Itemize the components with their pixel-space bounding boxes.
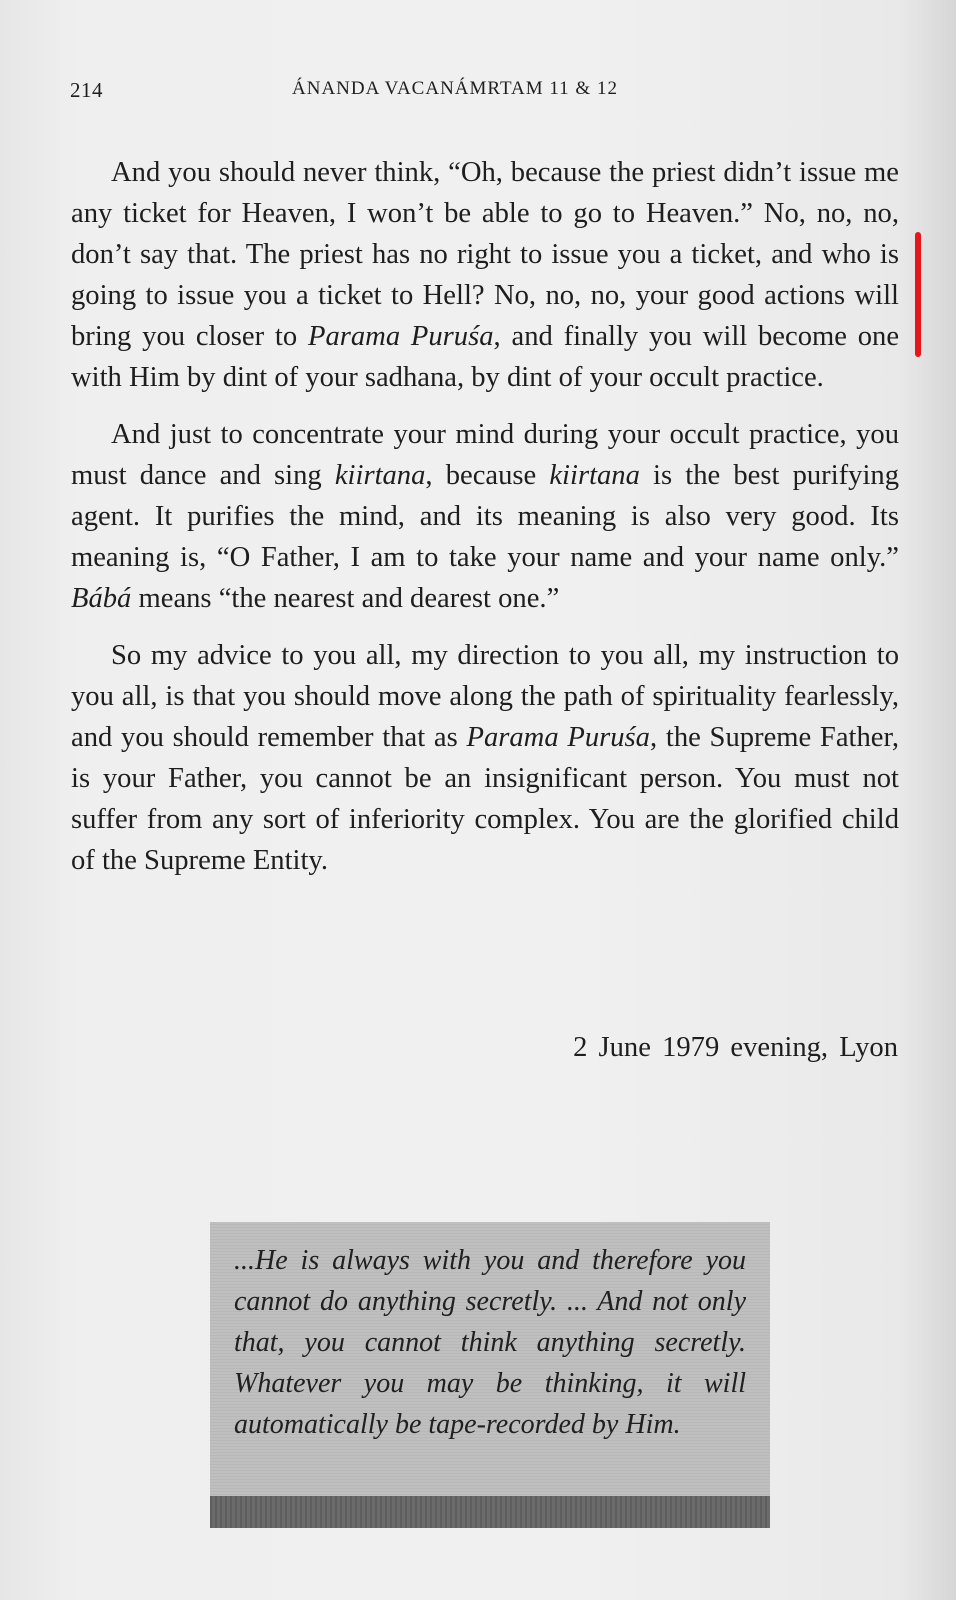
text-run: means “the nearest and dearest one.” (131, 583, 560, 614)
italic-term: kiirtana (549, 460, 640, 491)
pull-quote-bar (210, 1496, 770, 1528)
text-run: And you should never think, “Oh, because the priest didn’t issue me any ticket for Heaven, I won’t be able to go to Heaven.” No, no, no, don’t say that. The priest has no right to issue you a ticket, and who is going to issue you a ticket to Hell? No, no, no, your good actions will bring you closer to (71, 157, 899, 352)
body-text (71, 152, 899, 897)
pull-quote-box (210, 1222, 770, 1528)
italic-term: kiirtana (334, 460, 426, 491)
pull-quote-text: ...He is always with you and therefore you cannot do anything secretly. ... And not only that, you cannot think anything secretly. Whatever you may be thinking, it will automatically be tape-recorded by Him. (234, 1245, 746, 1440)
paragraph (71, 414, 899, 619)
page-number: 214 (70, 78, 103, 102)
italic-term: Bábá (71, 583, 132, 614)
margin-highlight-mark (915, 232, 921, 357)
italic-term: Parama Puruśa (307, 321, 494, 352)
paragraph (71, 152, 899, 398)
paragraph (71, 635, 899, 881)
italic-term: Parama Puruśa (466, 722, 650, 753)
text-run: And just to concentrate your mind during your occult practice, you must dance and sing (71, 419, 899, 491)
text-run: , the Supreme Father, is your Father, you cannot be an insignificant person. You must not suffer from any sort of inferiority complex. You are the glorified child of the Supreme Entity. (71, 722, 899, 876)
text-run: , because (425, 460, 550, 491)
running-title: ÁNANDA VACANÁMRTAM 11 & 12 (292, 78, 618, 99)
page-header (0, 78, 956, 108)
text-run: , and finally you will become one with Him by dint of your sadhana, by dint of your occult practice. (71, 321, 900, 393)
dateline: 2 June 1979 evening, Lyon (573, 1032, 898, 1063)
text-run: So my advice to you all, my direction to you all, my instruction to you all, is that you should move along the path of spirituality fearlessly, and you should remember that as (71, 640, 899, 753)
text-run: is the best purifying agent. It purifies the mind, and its meaning is also very good. Its meaning is, “O Father, I am to take your name and your name only.” (71, 460, 900, 573)
